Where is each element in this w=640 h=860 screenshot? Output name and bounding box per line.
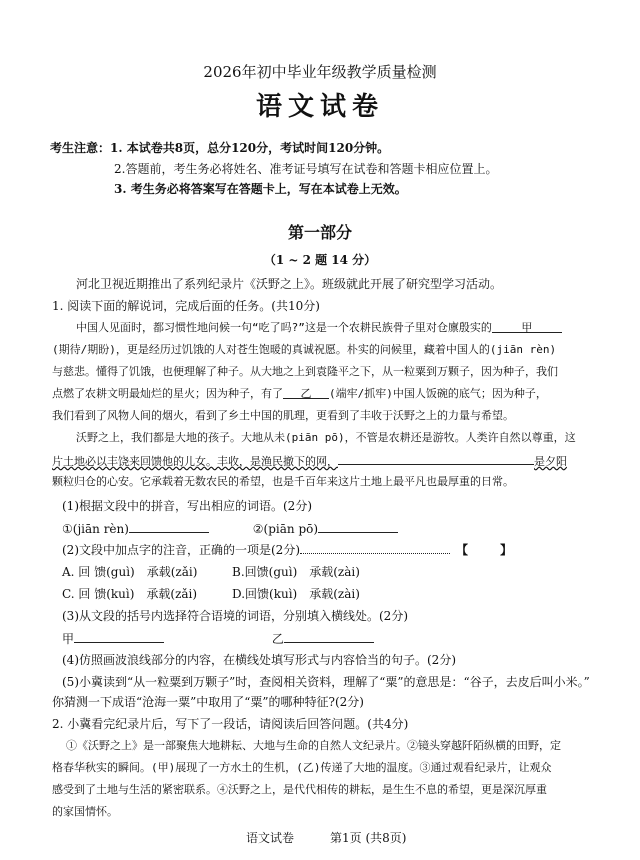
exam-title: 语文试卷 [255, 92, 384, 122]
passage-line: 的家国情怀。 [52, 805, 118, 818]
passage-line: 沃野之上，我们都是大地的孩子。大地从未(piān pō)，不管是农耕还是游牧。人类许自然以尊重，这 [76, 431, 576, 444]
notice-item: 2.答题前，考生务必将姓名、准考证号填写在试卷和答题卡相应位置上。 [114, 162, 498, 176]
sub-question-2: (2)文段中加点字的注音，正确的一项是(2分) 【 】 [62, 543, 527, 557]
passage-line: (期待/期盼)，更是经历过饥饿的人对苍生饱暖的真诚祝愿。朴实的问候里，藏着中国人的(jiān rèn) [52, 343, 557, 356]
option-d: D.回馈(kuì) 承载(zài) [232, 587, 360, 601]
passage-line: 点燃了农耕文明最灿烂的星火；因为种子，有了 乙 (端牢/抓牢)中国人饭碗的底气；因为种子， [52, 387, 547, 400]
answer-blank[interactable] [74, 630, 164, 643]
notice-label: 考生注意： [50, 141, 111, 155]
wavy-sentence: 片土地必以丰饶来回馈他的儿女。丰收，是渔民撤下的网， [52, 455, 338, 468]
sub-question-5: (5)小冀读到“从一粒粟到万颗子”时，查阅相关资料，理解了“粟”的意思是：“谷子，去皮后叫小米。” [62, 675, 590, 689]
passage-line: 中国人见面时，都习惯性地问候一句“吃了吗?”这是一个农耕民族骨子里对仓廪殷实的 甲 [76, 320, 562, 336]
question-2-stem: 2. 小冀看完纪录片后，写下了一段话，请阅读后回答问题。(共4分) [52, 717, 409, 731]
notice-item: 1. 本试卷共8页，总分120分，考试时间120分钟。 [110, 141, 390, 155]
part-title: 第一部分 [287, 223, 352, 242]
notice-line-1 [50, 140, 389, 156]
option-c: C. 回 馈(kuì) 承载(zǎi) [62, 587, 198, 601]
option-a: A. 回 馈(guì) 承载(zǎi) [62, 565, 198, 579]
blank-yi: 乙 [283, 386, 329, 399]
wavy-sentence: 是夕阳 [534, 455, 567, 468]
notice-item: 3. 考生务必将答案写在答题卡上，写在本试卷上无效。 [114, 182, 407, 196]
passage-line: 我们看到了风物人间的烟火，看到了乡土中国的肌理，更看到了丰收于沃野之上的力量与希望。 [52, 409, 514, 422]
sub-question-3: (3)从文段的括号内选择符合语境的词语，分别填入横线处。(2分) [62, 609, 408, 623]
passage-line: 格春华秋实的瞬间。(甲)展现了一方水土的生机，(乙)传递了大地的温度。③通过观看纪录片，让观众 [52, 761, 552, 774]
sub-question-4: (4)仿照画波浪线部分的内容，在横线处填写形式与内容恰当的句子。(2分) [62, 653, 456, 667]
blank-jia: 甲 [492, 320, 562, 333]
intro-text: 河北卫视近期推出了系列纪录片《沃野之上》。班级就此开展了研究型学习活动。 [76, 277, 503, 291]
option-b: B.回馈(guì) 承载(zài) [232, 565, 360, 579]
passage-line: 与慈悲。懂得了饥饿，也便理解了种子。从大地之上到袁隆平之下，从一粒粟到万颗子，因为种子，我们 [52, 365, 558, 378]
passage-line: 颗粒归仓的心安。它承载着无数农民的希望，也是千百年来这片土地上最平凡也最厚重的日常。 [52, 475, 514, 488]
footer-page: 第1页 (共8页) [330, 831, 407, 845]
answer-row: ①(jiān rèn) ②(piān pō) [62, 520, 398, 537]
sub-question-5-cont: 你猜测一下成语“沧海一粟”中取用了“粟”的哪种特征?(2分) [52, 695, 364, 709]
answer-row: 甲 乙 [62, 630, 374, 647]
passage-line: 感受到了土地与生活的紧密联系。④沃野之上，是代代相传的耕耘，是生生不息的希望，更是深沉厚重 [52, 783, 547, 796]
exam-subtitle: 2026年初中毕业年级教学质量检测 [203, 63, 437, 81]
question-1-stem: 1. 阅读下面的解说词，完成后面的任务。(共10分) [52, 299, 320, 313]
passage-line [52, 452, 567, 470]
answer-blank[interactable] [318, 520, 398, 533]
part-range: （1 ~ 2 题 14 分） [263, 253, 377, 267]
imitation-blank[interactable] [338, 452, 534, 465]
answer-blank[interactable] [284, 630, 374, 643]
answer-blank[interactable] [129, 520, 209, 533]
footer-subject: 语文试卷 [246, 831, 295, 845]
answer-bracket[interactable]: 【 】 [456, 543, 527, 557]
passage-line: ①《沃野之上》是一部聚焦大地耕耘、大地与生命的自然人文纪录片。②镜头穿越阡陌纵横的田野，定 [66, 739, 561, 752]
sub-question-1: (1)根据文段中的拼音，写出相应的词语。(2分) [62, 499, 312, 513]
